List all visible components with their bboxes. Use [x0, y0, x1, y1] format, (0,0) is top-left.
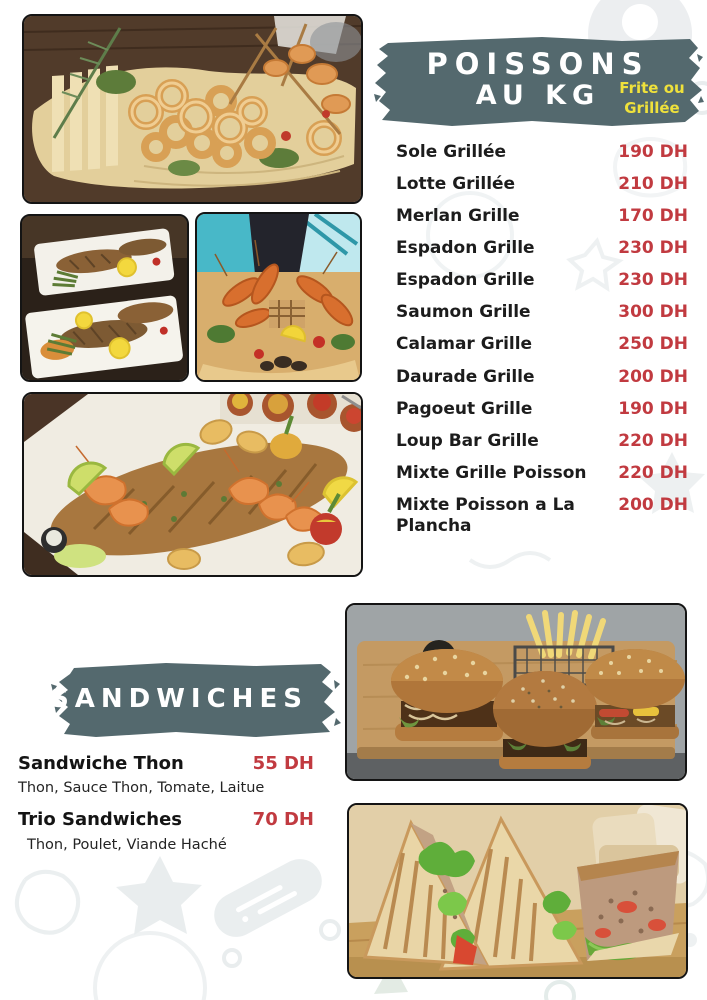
item-name: Trio Sandwiches [18, 809, 182, 831]
photo-grilled-fish-plates [20, 214, 189, 382]
item-description: Thon, Poulet, Viande Haché [27, 836, 227, 853]
item-price: 170 DH [618, 206, 688, 227]
menu-item-row [396, 463, 688, 484]
item-name: Espadon Grille [396, 270, 535, 291]
poissons-price-list [396, 142, 688, 537]
item-name: Lotte Grillée [396, 174, 516, 195]
poissons-title-line2: AU KG [475, 80, 601, 112]
menu-item-row [396, 302, 688, 323]
item-price: 200 DH [618, 366, 688, 387]
item-name: Loup Bar Grille [396, 430, 539, 451]
item-name: Mixte Poisson a La Plancha [396, 494, 575, 536]
menu-item-row [396, 142, 688, 163]
sandwiches-section-banner [16, 660, 342, 740]
photo-burgers-and-fries [345, 603, 687, 781]
sandwiches-list [18, 750, 314, 864]
item-description: Thon, Sauce Thon, Tomate, Laitue [18, 780, 265, 797]
menu-item-row [396, 367, 688, 388]
item-name: Sandwiche Thon [18, 753, 184, 774]
item-price: 55 DH [252, 753, 314, 774]
item-name: Mixte Grille Poisson [396, 462, 587, 483]
item-price: 220 DH [618, 430, 688, 451]
item-name: Sole Grillée [396, 142, 507, 162]
item-price: 250 DH [618, 334, 688, 355]
item-price: 230 DH [618, 270, 688, 291]
item-price: 220 DH [618, 462, 688, 483]
menu-item-row [396, 334, 688, 355]
item-name: Saumon Grille [396, 302, 531, 323]
poissons-title-line1: POISSONS [426, 47, 650, 81]
menu-item-row [396, 206, 688, 227]
menu-item-row [396, 270, 688, 291]
photo-shrimp-seafood-platter [195, 212, 362, 382]
menu-item-row [396, 238, 688, 259]
menu-item-row [18, 752, 314, 775]
item-price: 300 DH [618, 302, 688, 323]
menu-item-row [18, 808, 314, 831]
photo-tuna-club-sandwiches [347, 803, 688, 979]
item-price: 190 DH [618, 142, 688, 162]
item-name: Daurade Grille [396, 366, 535, 387]
photo-grilled-fish-shrimp-platter [22, 392, 363, 577]
item-price: 230 DH [618, 238, 688, 259]
item-price: 210 DH [618, 174, 688, 195]
poissons-section-banner [372, 36, 704, 128]
item-name: Merlan Grille [396, 206, 520, 227]
menu-item-row [396, 174, 688, 195]
menu-item-row [396, 399, 688, 420]
item-name: Espadon Grille [396, 238, 535, 259]
photo-seafood-boat-platter [22, 14, 363, 204]
item-name: Calamar Grille [396, 334, 533, 355]
item-price: 70 DH [252, 809, 314, 831]
item-price: 200 DH [618, 494, 688, 515]
frite-ou-grillee-badge: Frite ou Grillée [619, 79, 685, 118]
menu-item-row [396, 495, 688, 537]
item-name: Pagoeut Grille [396, 398, 533, 419]
item-price: 190 DH [618, 398, 688, 419]
menu-item-row [396, 431, 688, 452]
sandwiches-title: SANDWICHES [50, 684, 308, 714]
